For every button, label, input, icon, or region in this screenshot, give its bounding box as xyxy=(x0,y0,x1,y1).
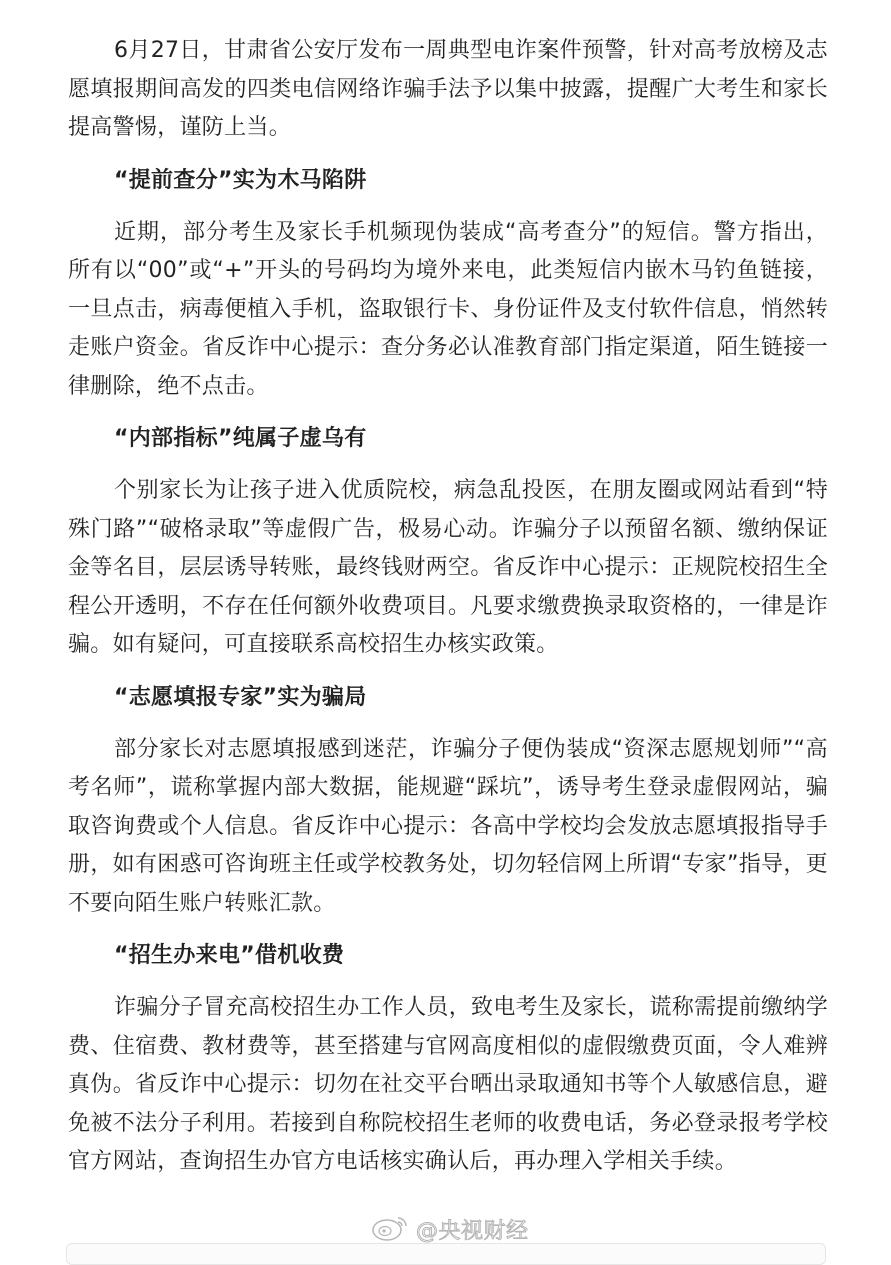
section-paragraph-3: 部分家长对志愿填报感到迷茫，诈骗分子便伪装成“资深志愿规划师”“高考名师”，谎称掌握内部大数据，能规避“踩坑”，诱导考生登录虚假网站，骗取咨询费或个人信息。省反诈中心提示：各高中学校均会发放志愿填报指导手册，如有困惑可咨询班主任或学校教务处，切勿轻信网上所谓“专家”指导，更不要向陌生账户转账汇款。 xyxy=(68,736,828,916)
section-heading-1: “提前查分”实为木马陷阱 xyxy=(114,167,367,193)
section-heading-4: “招生办来电”借机收费 xyxy=(114,943,345,968)
watermark-text: @央视财经 xyxy=(416,1218,529,1244)
next-card-edge xyxy=(66,1243,826,1265)
section-heading-2: “内部指标”纯属子虚乌有 xyxy=(114,426,367,451)
watermark xyxy=(370,1212,529,1246)
section-paragraph-1: 近期，部分考生及家长手机频现伪装成“高考查分”的短信。警方指出，所有以“00”或“+”开头的号码均为境外来电，此类短信内嵌木马钓鱼链接，一旦点击，病毒便植入手机，盗取银行卡、身份证件及支付软件信息，悄然转走账户资金。省反诈中心提示：查分务必认准教育部门指定渠道，陌生链接一律删除，绝不点击。 xyxy=(68,219,828,399)
section-paragraph-2: 个别家长为让孩子进入优质院校，病急乱投医，在朋友圈或网站看到“特殊门路”“破格录取”等虚假广告，极易心动。诈骗分子以预留名额、缴纳保证金等名目，层层诱导转账，最终钱财两空。省反诈中心提示：正规院校招生全程公开透明，不存在任何额外收费项目。凡要求缴费换录取资格的，一律是诈骗。如有疑问，可直接联系高校招生办核实政策。 xyxy=(68,478,828,657)
article-body xyxy=(68,32,828,1182)
intro-paragraph: 6月27日，甘肃省公安厅发布一周典型电诈案件预警，针对高考放榜及志愿填报期间高发的四类电信网络诈骗手法予以集中披露，提醒广大考生和家长提高警惕，谨防上当。 xyxy=(68,38,828,140)
section-heading-3: “志愿填报专家”实为骗局 xyxy=(114,684,367,710)
weibo-logo-icon xyxy=(370,1212,410,1246)
section-paragraph-4: 诈骗分子冒充高校招生办工作人员，致电考生及家长，谎称需提前缴纳学费、住宿费、教材费等，甚至搭建与官网高度相似的虚假缴费页面，令人难辨真伪。省反诈中心提示：切勿在社交平台晒出录取通知书等个人敏感信息，避免被不法分子利用。若接到自称院校招生老师的收费电话，务必登录报考学校官方网站，查询招生办官方电话核实确认后，再办理入学相关手续。 xyxy=(68,995,828,1174)
